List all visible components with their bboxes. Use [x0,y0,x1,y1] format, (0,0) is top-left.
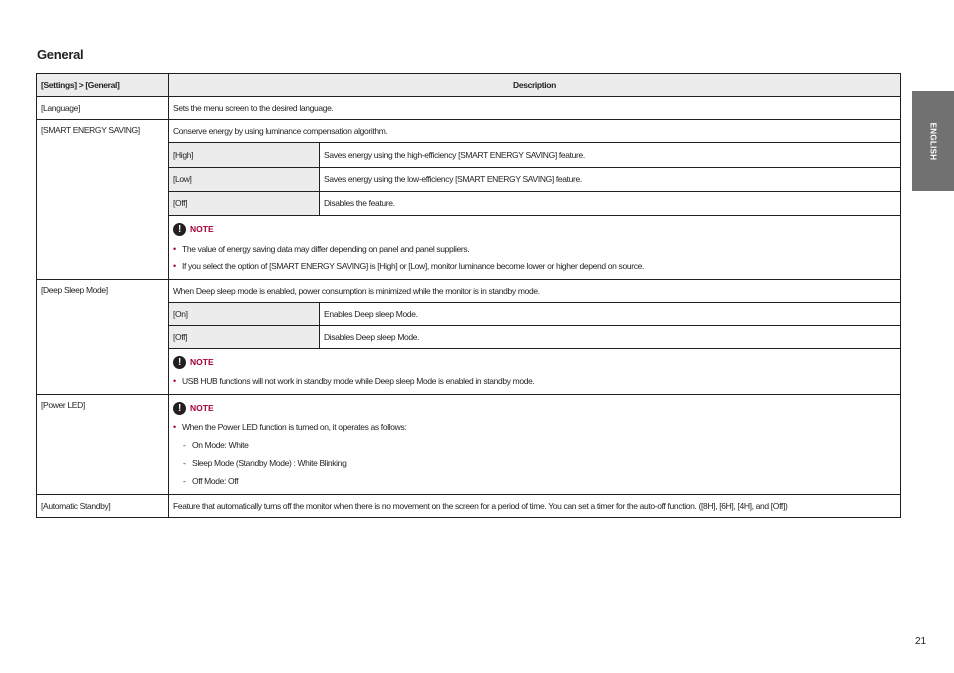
auto-standby-label: [Automatic Standby] [37,495,169,518]
note-exclamation-icon: ! [173,223,186,236]
option-high-desc: Saves energy using the high-efficiency [SMART ENERGY SAVING] feature. [320,143,901,168]
language-label: [Language] [37,97,169,120]
bullet-icon: • [173,244,176,255]
dash-icon: - [183,475,186,486]
note-exclamation-icon: ! [173,402,186,415]
option-low-desc: Saves energy using the low-efficiency [SMART ENERGY SAVING] feature. [320,168,901,192]
table-row-power-led [37,395,901,495]
dash-icon: - [183,439,186,450]
language-side-tab-label: ENGLISH [928,122,938,160]
header-description: Description [169,74,901,97]
option-on-desc: Enables Deep sleep Mode. [320,303,901,326]
power-led-mode [173,454,896,472]
note-item [173,419,896,436]
mode-text: On Mode: White [192,439,249,450]
note-item [173,373,896,390]
deep-sleep-label: [Deep Sleep Mode] [37,280,169,395]
power-led-note [169,395,901,495]
option-off-desc: Disables Deep sleep Mode. [320,326,901,349]
option-on-name: [On] [169,303,320,326]
note-label: NOTE [190,223,214,234]
option-off-name: [Off] [169,326,320,349]
note-text: If you select the option of [SMART ENERGY SAVING] is [High] or [Low], monitor luminance become lower or higher depend on source. [182,261,644,272]
general-settings-table [36,73,901,518]
table-row-language [37,97,901,120]
smart-energy-note [169,216,901,280]
power-led-label: [Power LED] [37,395,169,495]
option-off-desc: Disables the feature. [320,192,901,216]
auto-standby-description: Feature that automatically turns off the monitor when there is no movement on the screen for a period of time. You can set a timer for the auto-off function. ([8H], [6H], [4H], and [Off]) [169,495,901,518]
note-heading [173,354,896,370]
option-low-name: [Low] [169,168,320,192]
section-title: General [37,47,84,62]
language-description: Sets the menu screen to the desired language. [169,97,901,120]
dash-icon: - [183,457,186,468]
deep-sleep-note [169,349,901,395]
note-text: The value of energy saving data may differ depending on panel and panel suppliers. [182,244,470,255]
bullet-icon: • [173,422,176,433]
bullet-icon: • [173,376,176,387]
header-settings: [Settings] > [General] [37,74,169,97]
mode-text: Off Mode: Off [192,475,239,486]
table-row-deep-sleep [37,280,901,303]
note-text: USB HUB functions will not work in standby mode while Deep sleep Mode is enabled in standby mode. [182,376,535,387]
power-led-mode [173,472,896,490]
note-item [173,258,896,275]
note-heading [173,221,896,237]
table-row-smart-energy [37,120,901,143]
note-label: NOTE [190,402,214,413]
power-led-mode [173,436,896,454]
note-exclamation-icon: ! [173,356,186,369]
note-label: NOTE [190,356,214,367]
deep-sleep-description: When Deep sleep mode is enabled, power consumption is minimized while the monitor is in standby mode. [169,280,901,303]
table-header-row [37,74,901,97]
mode-text: Sleep Mode (Standby Mode) : White Blinking [192,457,347,468]
language-side-tab [912,91,954,191]
smart-energy-description: Conserve energy by using luminance compensation algorithm. [169,120,901,143]
bullet-icon: • [173,261,176,272]
smart-energy-label: [SMART ENERGY SAVING] [37,120,169,280]
note-text: When the Power LED function is turned on, it operates as follows: [182,422,407,433]
option-high-name: [High] [169,143,320,168]
page-number: 21 [915,636,927,647]
table-row-auto-standby [37,495,901,518]
option-off-name: [Off] [169,192,320,216]
note-item [173,241,896,258]
note-heading [173,400,896,416]
